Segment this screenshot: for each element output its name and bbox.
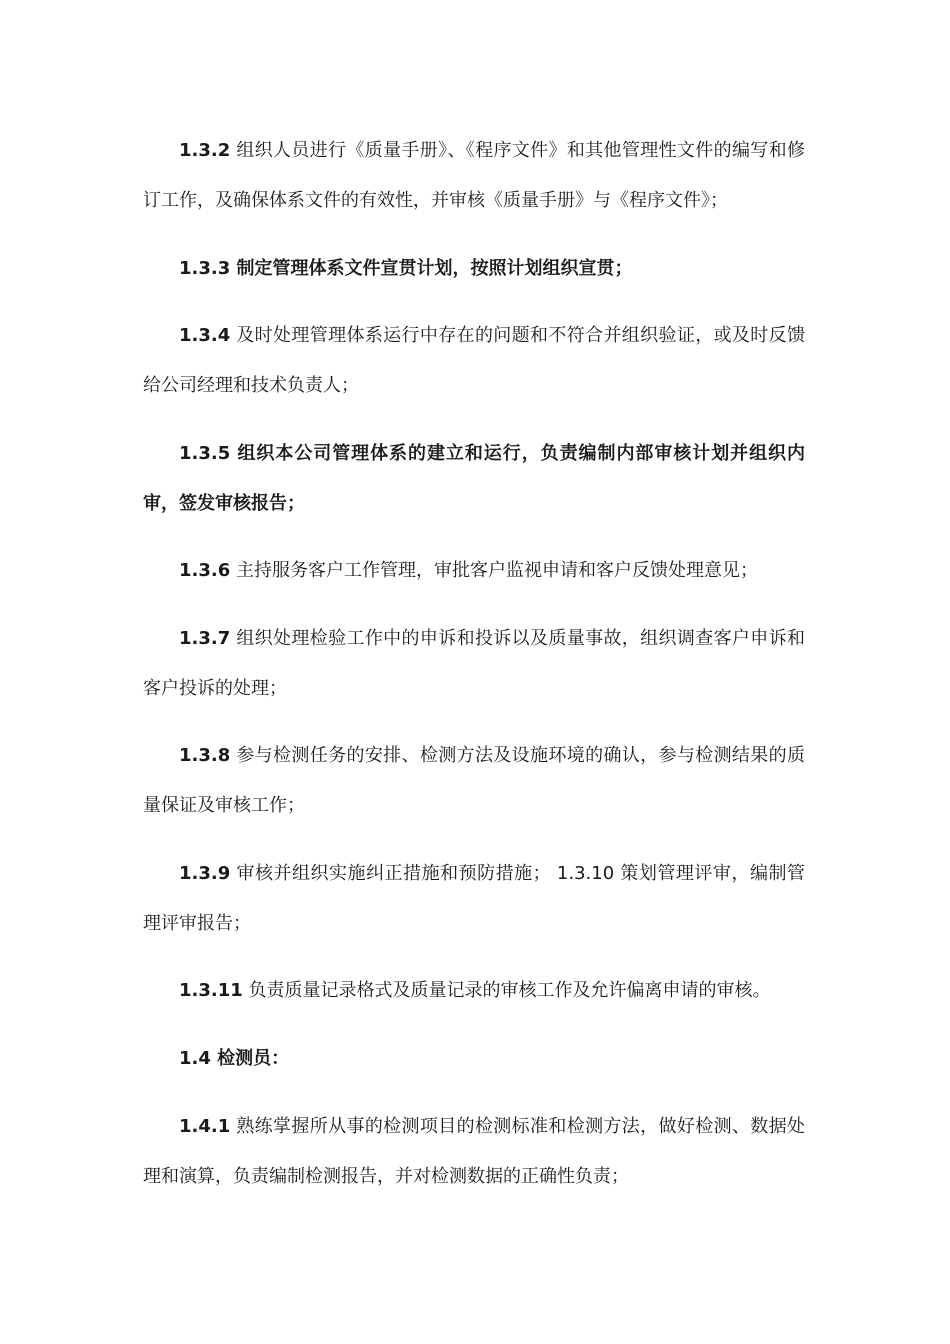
clause-number: 1.3.4 — [179, 325, 231, 346]
clause-number: 1.3.11 — [179, 980, 243, 1001]
paragraph-1-3-7 — [143, 614, 805, 714]
paragraph-1-3-8 — [143, 731, 805, 831]
clause-number: 1.3.5 — [179, 443, 231, 464]
paragraph-1-3-9 — [143, 849, 805, 949]
paragraph-1-3-2 — [143, 126, 805, 226]
clause-number: 1.4.1 — [179, 1116, 231, 1137]
paragraph-1-3-4 — [143, 311, 805, 411]
clause-text: 审核并组织实施纠正措施和预防措施； 1.3.10 策划管理评审，编制管理评审报告； — [143, 863, 805, 934]
clause-number: 1.3.8 — [179, 745, 231, 766]
clause-text: 组织处理检验工作中的申诉和投诉以及质量事故，组织调查客户申诉和客户投诉的处理； — [143, 628, 805, 699]
clause-number: 1.3.9 — [179, 863, 231, 884]
clause-number: 1.3.2 — [179, 140, 231, 161]
section-heading-1-4 — [143, 1034, 805, 1084]
paragraph-1-3-3 — [143, 244, 805, 294]
clause-text: 组织人员进行《质量手册》、《程序文件》和其他管理性文件的编写和修订工作，及确保体系文件的有效性，并审核《质量手册》与《程序文件》； — [143, 140, 805, 211]
clause-text: 组织本公司管理体系的建立和运行，负责编制内部审核计划并组织内审，签发审核报告； — [143, 443, 805, 514]
section-title: 检测员： — [210, 1048, 290, 1069]
clause-text: 制定管理体系文件宣贯计划，按照计划组织宣贯； — [230, 258, 633, 279]
section-number: 1.4 — [179, 1048, 211, 1069]
paragraph-1-3-11 — [143, 966, 805, 1016]
clause-number: 1.3.7 — [179, 628, 231, 649]
clause-text: 熟练掌握所从事的检测项目的检测标准和检测方法，做好检测、数据处理和演算，负责编制检测报告，并对检测数据的正确性负责； — [143, 1116, 805, 1187]
clause-text: 及时处理管理体系运行中存在的问题和不符合并组织验证，或及时反馈给公司经理和技术负责人； — [143, 325, 805, 396]
paragraph-1-3-5 — [143, 429, 805, 529]
clause-text: 主持服务客户工作管理，审批客户监视申请和客户反馈处理意见； — [230, 560, 758, 581]
paragraph-1-3-6 — [143, 546, 805, 596]
clause-number: 1.3.6 — [179, 560, 231, 581]
paragraph-1-4-1 — [143, 1102, 805, 1202]
clause-text: 负责质量记录格式及质量记录的审核工作及允许偏离申请的审核。 — [242, 980, 771, 1001]
clause-text: 参与检测任务的安排、检测方法及设施环境的确认，参与检测结果的质量保证及审核工作； — [143, 745, 805, 816]
clause-number: 1.3.3 — [179, 258, 231, 279]
